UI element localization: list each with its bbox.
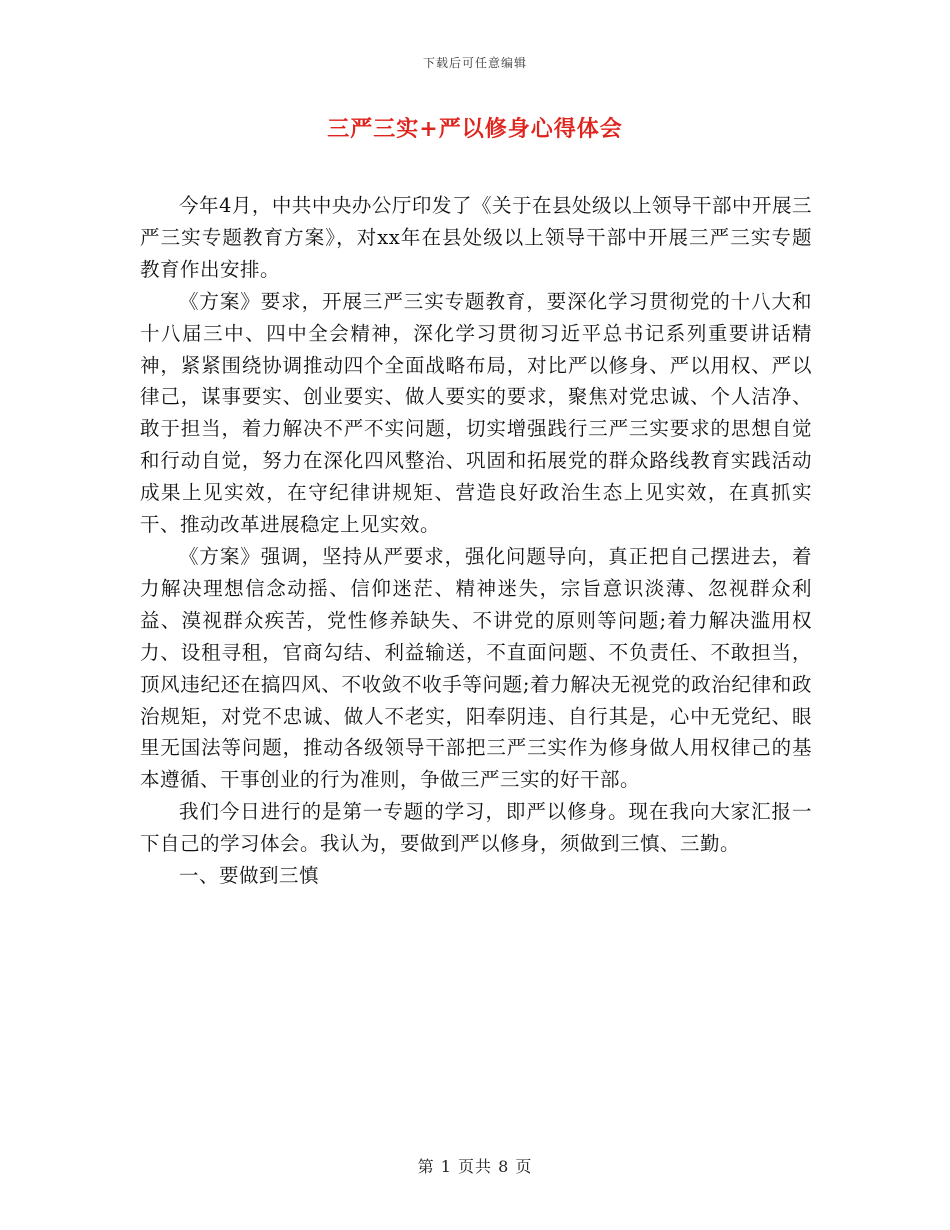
page-number: 第 1 页共 8 页 bbox=[417, 1157, 533, 1176]
paragraph: 我们今日进行的是第一专题的学习，即严以修身。现在我向大家汇报一下自己的学习体会。我认为，要做到严以修身，须做到三慎、三勤。 bbox=[140, 800, 812, 856]
section-heading: 一、要做到三慎 bbox=[179, 864, 320, 888]
document-title: 三严三实+严以修身心得体会 bbox=[327, 116, 623, 142]
paragraph: 今年4月，中共中央办公厅印发了《关于在县处级以上领导干部中开展三严三实专题教育方案》，对xx年在县处级以上领导干部中开展三严三实专题教育作出安排。 bbox=[140, 194, 812, 281]
document-body bbox=[140, 190, 812, 892]
paragraph: 《方案》强调，坚持从严要求，强化问题导向，真正把自己摆进去，着力解决理想信念动摇、信仰迷茫、精神迷失，宗旨意识淡薄、忽视群众利益、漠视群众疾苦，党性修养缺失、不讲党的原则等问题;着力解决滥用权力、设租寻租，官商勾结、利益输送，不直面问题、不负责任、不敢担当，顶风违纪还在搞四风、不收敛不收手等问题;着力解决无视党的政治纪律和政治规矩，对党不忠诚、做人不老实，阳奉阴违、自行其是，心中无党纪、眼里无国法等问题，推动各级领导干部把三严三实作为修身做人用权律己的基本遵循、干事创业的行为准则，争做三严三实的好干部。 bbox=[140, 544, 812, 792]
header-note: 下载后可任意编辑 bbox=[422, 56, 527, 70]
paragraph: 《方案》要求，开展三严三实专题教育，要深化学习贯彻党的十八大和十八届三中、四中全会精神，深化学习贯彻习近平总书记系列重要讲话精神，紧紧围绕协调推动四个全面战略布局，对比严以修身、严以用权、严以律己，谋事要实、创业要实、做人要实的要求，聚焦对党忠诚、个人洁净、敢于担当，着力解决不严不实问题，切实增强践行三严三实要求的思想自觉和行动自觉，努力在深化四风整治、巩固和拓展党的群众路线教育实践活动成果上见实效，在守纪律讲规矩、营造良好政治生态上见实效，在真抓实干、推动改革进展稳定上见实效。 bbox=[140, 289, 812, 537]
